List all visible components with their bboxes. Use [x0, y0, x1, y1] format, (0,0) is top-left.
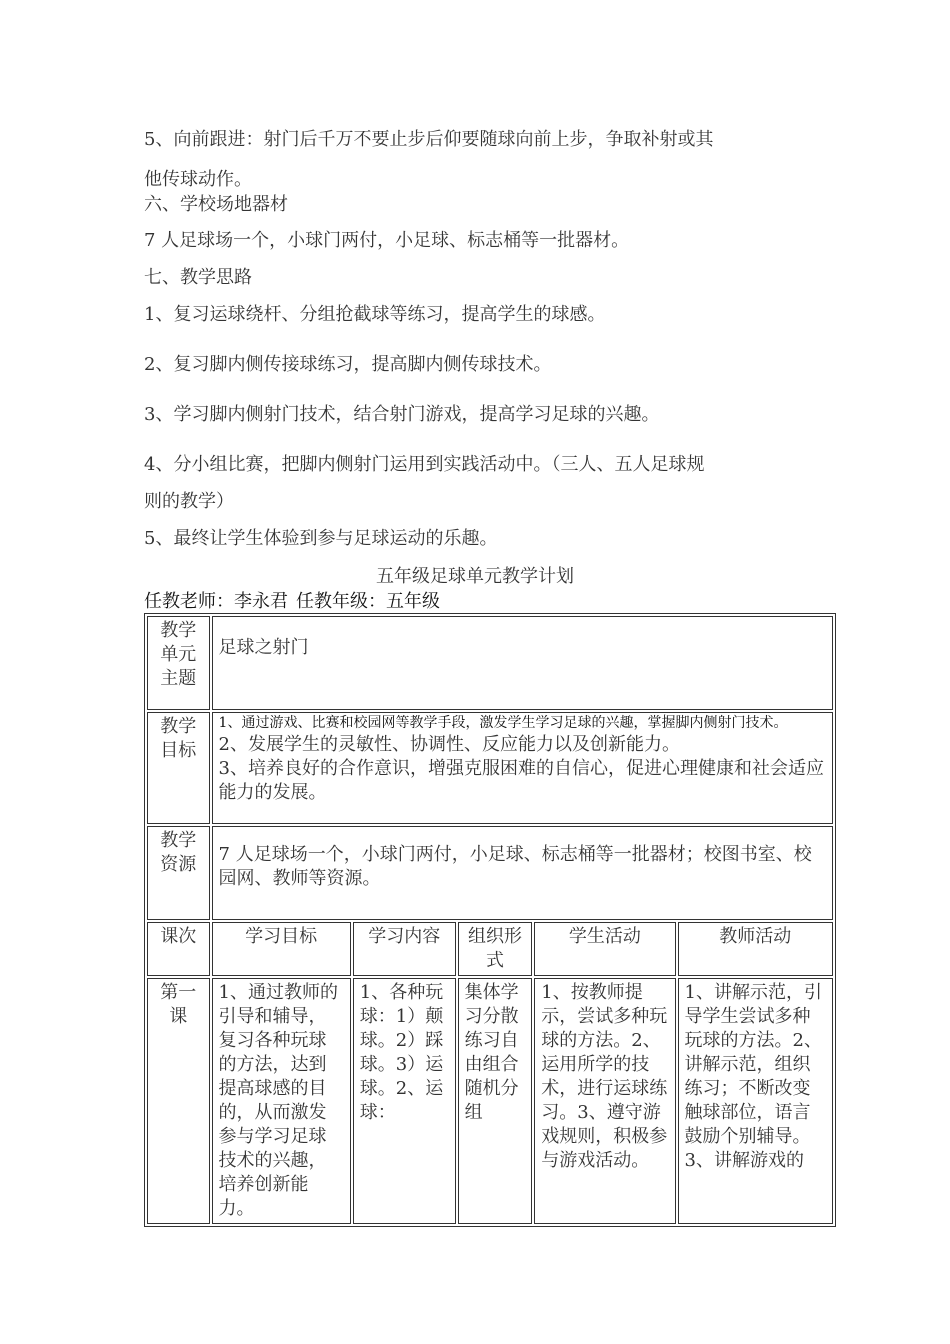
lesson-1-objective: 1、通过教师的引导和辅导，复习各种玩球的方法，达到提高球感的目的，从而激发参与学习足球技术的兴趣，培养创新能力。	[212, 978, 351, 1224]
theme-row	[147, 616, 833, 710]
intro-line-2: 他传球动作。	[144, 169, 252, 190]
goal-label: 教学目标	[147, 712, 210, 824]
lesson-row-1	[147, 978, 833, 1224]
goal-row	[147, 712, 833, 824]
resource-row	[147, 826, 833, 920]
lesson-1-label: 第一课	[147, 978, 210, 1224]
theme-label: 教学单元主题	[147, 616, 210, 710]
intro-line-10: 则的教学）	[144, 491, 234, 512]
col-header-student: 学生活动	[534, 922, 675, 976]
unit-plan-table	[144, 613, 836, 1227]
intro-line-4: 7 人足球场一个，小球门两付，小足球、标志桶等一批器材。	[144, 230, 630, 251]
intro-line-1: 5、向前跟进：射门后千万不要止步后仰要随球向前上步，争取补射或其	[144, 129, 714, 150]
section-heading-7: 七、教学思路	[144, 267, 252, 288]
lesson-1-teacher: 1、讲解示范，引导学生尝试多种玩球的方法。2、讲解示范，组织练习；不断改变触球部位，语言鼓励个别辅导。3、讲解游戏的	[678, 978, 833, 1224]
lesson-1-organization: 集体学习分散练习自由组合随机分组	[458, 978, 533, 1224]
col-header-objective: 学习目标	[212, 922, 351, 976]
col-header-lesson: 课次	[147, 922, 210, 976]
teacher-grade: 任教年级：五年级	[296, 591, 440, 612]
section-heading-6: 六、学校场地器材	[144, 194, 288, 215]
goal-1: 1、通过游戏、比赛和校园网等教学手段，激发学生学习足球的兴趣，掌握脚内侧射门技术。	[218, 715, 788, 731]
intro-line-11: 5、最终让学生体验到参与足球运动的乐趣。	[144, 528, 498, 549]
teacher-info	[144, 590, 448, 614]
intro-line-7: 2、复习脚内侧传接球练习，提高脚内侧传球技术。	[144, 354, 552, 375]
plan-title: 五年级足球单元教学计划	[376, 566, 574, 587]
resource-value: 7 人足球场一个，小球门两付，小足球、标志桶等一批器材；校图书室、校园网、教师等资源。	[212, 826, 833, 920]
header-row	[147, 922, 833, 976]
col-header-organization: 组织形式	[458, 922, 533, 976]
intro-line-8: 3、学习脚内侧射门技术，结合射门游戏，提高学习足球的兴趣。	[144, 404, 660, 425]
goal-3: 3、培养良好的合作意识，增强克服困难的自信心，促进心理健康和社会适应能力的发展。	[218, 758, 824, 803]
goal-cell	[212, 712, 833, 824]
col-header-teacher: 教师活动	[678, 922, 833, 976]
lesson-1-content: 1、各种玩球：1）颠球。2）踩球。3）运球。2、运球：	[353, 978, 456, 1224]
col-header-content: 学习内容	[353, 922, 456, 976]
goal-2: 2、发展学生的灵敏性、协调性、反应能力以及创新能力。	[218, 734, 680, 755]
lesson-1-student: 1、按教师提示，尝试多种玩球的方法。2、运用所学的技术，进行运球练习。3、遵守游戏规则，积极参与游戏活动。	[534, 978, 675, 1224]
intro-line-9: 4、分小组比赛，把脚内侧射门运用到实践活动中。（三人、五人足球规	[144, 454, 705, 475]
theme-value: 足球之射门	[212, 616, 833, 710]
teacher-name: 任教老师：李永君	[144, 591, 288, 612]
intro-line-6: 1、复习运球绕杆、分组抢截球等练习，提高学生的球感。	[144, 304, 606, 325]
resource-label: 教学资源	[147, 826, 210, 920]
